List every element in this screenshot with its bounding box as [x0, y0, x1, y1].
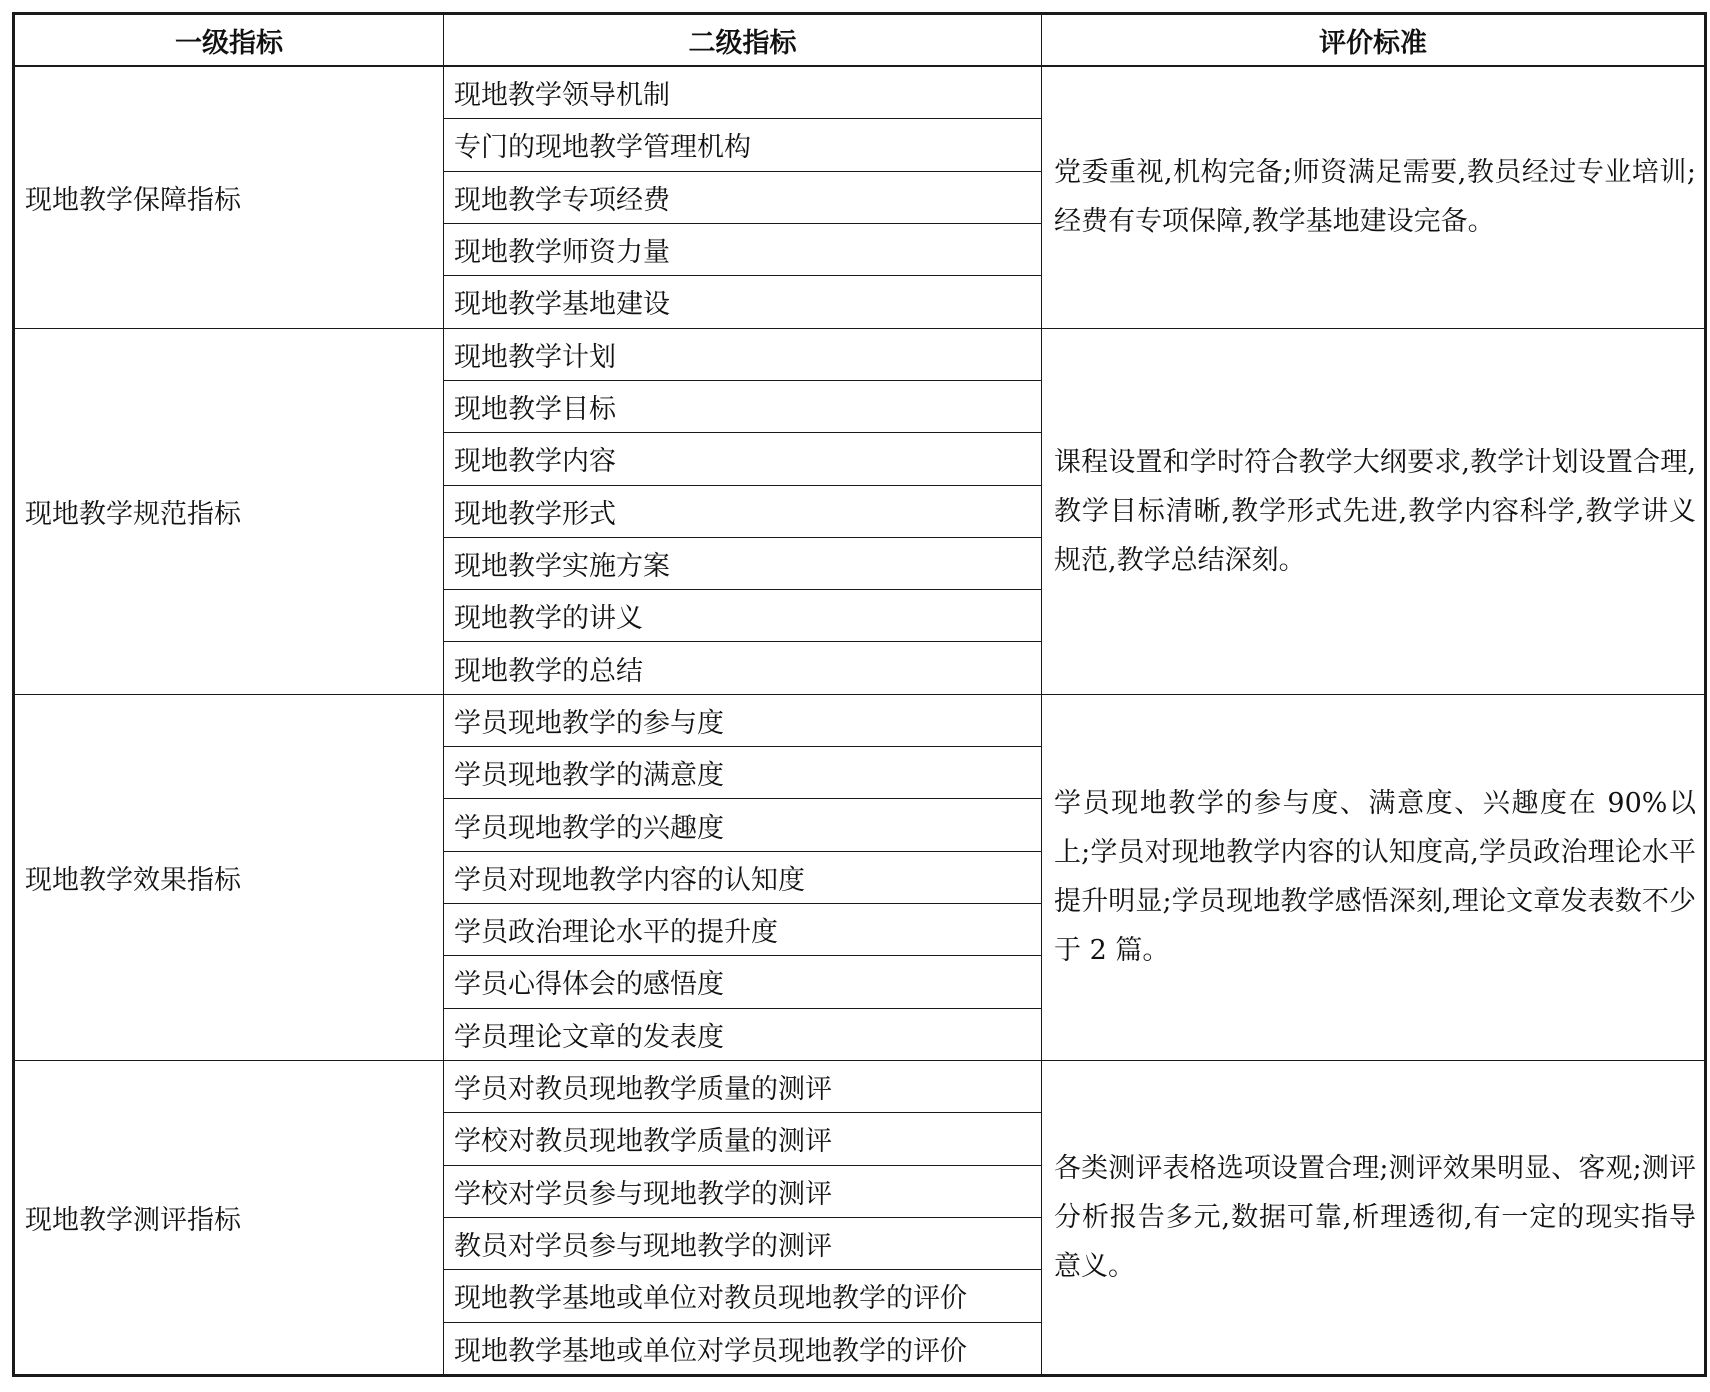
evaluation-table-container	[12, 12, 1704, 1377]
header-criteria: 评价标准	[1042, 14, 1706, 67]
level2-cell: 学校对教员现地教学质量的测评	[444, 1113, 1042, 1165]
level2-cell: 现地教学基地或单位对教员现地教学的评价	[444, 1270, 1042, 1322]
level2-cell: 教员对学员参与现地教学的测评	[444, 1217, 1042, 1269]
table-row	[14, 328, 1706, 380]
criteria-cell: 党委重视,机构完备;师资满足需要,教员经过专业培训;经费有专项保障,教学基地建设完备。	[1042, 66, 1706, 328]
table-row	[14, 694, 1706, 746]
table-row	[14, 66, 1706, 119]
header-level1: 一级指标	[14, 14, 444, 67]
evaluation-index-table	[12, 12, 1707, 1377]
level2-cell: 学员心得体会的感悟度	[444, 956, 1042, 1008]
level2-cell: 现地教学的讲义	[444, 590, 1042, 642]
level1-cell: 现地教学规范指标	[14, 328, 444, 694]
level2-cell: 学员对教员现地教学质量的测评	[444, 1060, 1042, 1112]
criteria-cell: 各类测评表格选项设置合理;测评效果明显、客观;测评分析报告多元,数据可靠,析理透彻,有一定的现实指导意义。	[1042, 1060, 1706, 1375]
level2-cell: 现地教学师资力量	[444, 223, 1042, 275]
criteria-cell: 课程设置和学时符合教学大纲要求,教学计划设置合理,教学目标清晰,教学形式先进,教学内容科学,教学讲义规范,教学总结深刻。	[1042, 328, 1706, 694]
header-row	[14, 14, 1706, 67]
level2-cell: 学员现地教学的满意度	[444, 747, 1042, 799]
level2-cell: 现地教学基地或单位对学员现地教学的评价	[444, 1322, 1042, 1376]
level2-cell: 现地教学基地建设	[444, 276, 1042, 328]
level2-cell: 专门的现地教学管理机构	[444, 119, 1042, 171]
table-row	[14, 1060, 1706, 1112]
level2-cell: 学员现地教学的兴趣度	[444, 799, 1042, 851]
level2-cell: 现地教学实施方案	[444, 537, 1042, 589]
criteria-cell: 学员现地教学的参与度、满意度、兴趣度在 90%以上;学员对现地教学内容的认知度高,学员政治理论水平提升明显;学员现地教学感悟深刻,理论文章发表数不少于 2 篇。	[1042, 694, 1706, 1060]
level2-cell: 学员现地教学的参与度	[444, 694, 1042, 746]
level2-cell: 现地教学内容	[444, 433, 1042, 485]
level2-cell: 学校对学员参与现地教学的测评	[444, 1165, 1042, 1217]
level1-cell: 现地教学保障指标	[14, 66, 444, 328]
level2-cell: 学员政治理论水平的提升度	[444, 904, 1042, 956]
level2-cell: 学员对现地教学内容的认知度	[444, 851, 1042, 903]
header-level2: 二级指标	[444, 14, 1042, 67]
level1-cell: 现地教学测评指标	[14, 1060, 444, 1375]
level2-cell: 现地教学专项经费	[444, 171, 1042, 223]
level2-cell: 现地教学的总结	[444, 642, 1042, 694]
level2-cell: 现地教学领导机制	[444, 66, 1042, 119]
level2-cell: 现地教学形式	[444, 485, 1042, 537]
level2-cell: 学员理论文章的发表度	[444, 1008, 1042, 1060]
level2-cell: 现地教学计划	[444, 328, 1042, 380]
level1-cell: 现地教学效果指标	[14, 694, 444, 1060]
level2-cell: 现地教学目标	[444, 380, 1042, 432]
